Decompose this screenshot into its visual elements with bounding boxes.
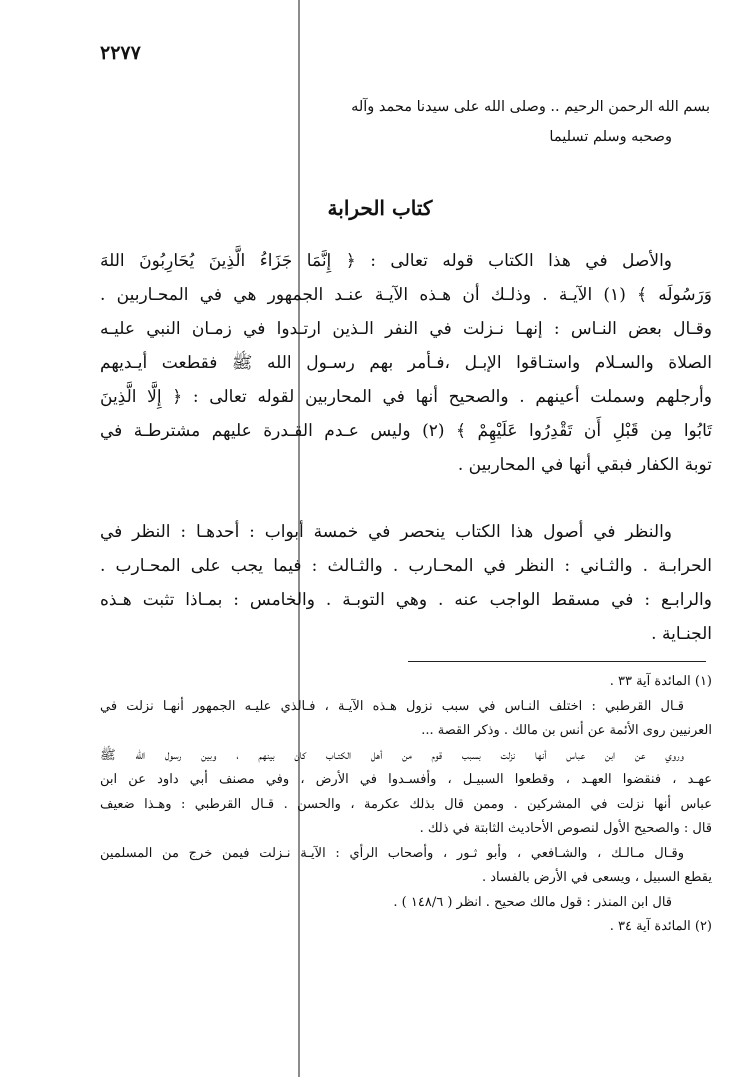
chapter-title: كتاب الحرابة — [327, 196, 433, 220]
basmala-line: وصحبه وسلم تسليما — [549, 129, 672, 145]
text-line: وَرَسُولَه ﴾ (١) الآيـة . وذلـك أن هـذه الآيـة عنـد الجمهور هي في المحـاربين . — [100, 285, 712, 305]
text-line: وقـال بعض النـاس : إنهـا نـزلت في النفر الـذين ارتـدوا في زمـان النبي عليـه — [100, 319, 712, 339]
text-line: توبة الكفار فبقي أنها في المحاربين . — [457, 455, 712, 475]
text-line: تَابُوا مِن قَبْلِ أَن تَقْدِرُوا عَلَيْهِمْ ﴾ (٢) وليس عـدم القـدرة عليهم مشترطـة في — [100, 421, 712, 441]
footnote-line: عباس أنها نزلت في المشركين . وممن قال بذلك عكرمة ، والحسن . قـال القرطبي : وهـذا ضعيف — [100, 796, 712, 812]
footnotes — [100, 670, 712, 940]
footnote-line: يقطع السبيل ، ويسعى في الأرض بالفساد . — [481, 870, 712, 885]
text-line: والنظر في أصول هذا الكتاب ينحصر في خمسة أبواب : أحدهـا : النظر في — [100, 522, 672, 542]
footnote-line: عهـد ، فنقضوا العهـد ، وقطعوا السبيـل ، وأفسـدوا في الأرض ، وفي مصنف أبي داود عن ابن — [100, 772, 712, 787]
text-line: وأرجلهم وسملت أعينهم . والصحيح أنها في المحاربين لقوله تعالى : ﴿ إِلَّا الَّذِينَ — [100, 387, 712, 407]
footnote-separator — [408, 661, 706, 662]
footnote-line: قال ابن المنذر : قول مالك صحيح . انظر ( ١٤٨/٦ ) . — [393, 894, 672, 910]
footnote-line: (٢) المائدة آية ٣٤ . — [609, 919, 712, 934]
text-line: والأصل في هذا الكتاب قوله تعالى : ﴿ إِنَّمَا جَزَاءُ الَّذِينَ يُحَارِبُونَ اللهَ — [100, 251, 672, 271]
footnote-line: قال : والصحيح الأول لنصوص الأحاديث الثابتة في ذلك . — [419, 821, 712, 836]
text-line: الصلاة والسـلام واستـاقوا الإبـل ،فـأمر بهم رسـول الله ﷺ فقطعت أيـديهم — [100, 353, 712, 373]
footnote-line: وروي عن ابن عباس أنها نزلت بسبب قوم من أهل الكتـاب كان بينهم ، وبين رسول الله ﷺ — [100, 747, 684, 763]
text-line: الحرابـة . والثـاني : النظر في المحـارب . والثـالث : فيما يجب على المحـارب . — [100, 556, 712, 576]
footnote-line: (١) المائدة آية ٣٣ . — [609, 674, 712, 689]
text-line: الجنـاية . — [651, 624, 712, 644]
footnote-line: العرنيين روى الأئمة عن أنس بن مالك . وذكر القصة ... — [421, 723, 712, 738]
footnote-line: وقـال مـالـك ، والشـافعي ، وأبو ثـور ، وأصحاب الرأي : الآيـة نـزلت فيمن خرج من المسلمين — [100, 845, 684, 861]
paragraph-2 — [100, 515, 712, 651]
page-number: ٢٢٧٧ — [100, 42, 141, 64]
footnote-line: قـال القرطبي : اختلف النـاس في سبب نزول هـذه الآيـة ، فـالذي عليـه الجمهور أنهـا نزلت في — [100, 698, 684, 714]
text-line: والرابـع : في مسقط الواجب عنه . وهي التوبـة . والخامس : بمـاذا تثبت هـذه — [100, 590, 712, 610]
basmala-block — [300, 92, 710, 152]
basmala-line: بسم الله الرحمن الرحيم .. وصلى الله على سيدنا محمد وآله — [351, 99, 710, 115]
paragraph-1 — [100, 244, 712, 482]
